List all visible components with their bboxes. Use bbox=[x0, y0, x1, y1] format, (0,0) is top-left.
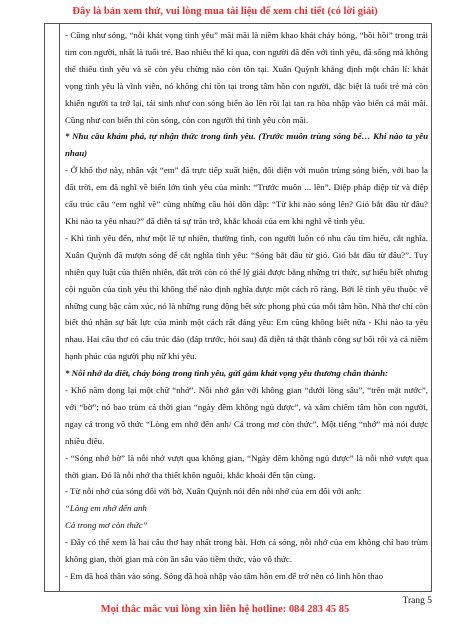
preview-notice: Đây là bản xem thử, vui lòng mua tài liệu để xem chi tiết (có lời giải) bbox=[72, 6, 378, 17]
section-heading: * Nhu cầu khám phá, tự nhận thức trong tình yêu. (Trước muôn trùng sóng bể… Khi nào ta yêu nhau) bbox=[65, 131, 428, 159]
section-heading: * Nỗi nhớ da diết, cháy bỏng trong tình yêu, gửi gắm khát vọng yêu thương chân thành: bbox=[65, 368, 389, 379]
page-number: Trang 5 bbox=[402, 596, 432, 606]
paragraph: - Cũng như sóng, “nỗi khát vọng tình yêu” mãi mãi là niềm khao khát cháy bỏng, “bồi hồi” trong trái tim con người, nhất là tuổi trẻ. Bao nhiêu thế kỉ qua, con người đã đến với tình yêu, đã sống mà không thể thiếu tình yêu và sẽ còn yêu chừng nào còn tồn tại. Xuân Quỳnh khẳng định một chân lí: khát vọng tình yêu là vĩnh viễn, nó không chỉ tồn tại trong tâm hồn con người, đặc biệt là tuổi trẻ mà còn khiến người ta trở lại, tái sinh như con sóng biển ào lên rồi lại tan ra hòa nhập vào biển cả mãi mãi. Cũng như con biển thì còn sóng, còn con người thì tình yêu còn mãi. bbox=[65, 30, 428, 125]
paragraph: - Ở khổ thơ này, nhân vật “em” đã trực tiếp xuất hiện, đối diện với muôn trùng sóng biển, với bao la đất trời, em đã nghĩ về biển lớn tình yêu của mình: “Trước muôn ... lên”. Điệp pháp điệp từ và điệp cấu trúc câu “em nghĩ về” cùng những câu hỏi dồn dập: “Từ khi nào sóng lên? Gió bắt đầu từ đâu? Khi nào ta yêu nhau?” đã diễn tả sự trăn trở, khắc khoải của em khi nghĩ về tình yêu. bbox=[65, 165, 428, 226]
document-frame bbox=[44, 23, 432, 592]
hotline-notice: Mọi thắc mắc vui lòng xin liên hệ hotline: 084 283 45 85 bbox=[100, 604, 350, 615]
paragraph: - “Sóng nhớ bờ” là nỗi nhớ vượt qua không gian, “Ngày đêm không ngủ được” là nỗi nhớ vượt qua thời gian. Đó là nỗi nhớ tha thiết khôn nguôi, khắc khoải đến tận cùng. bbox=[65, 452, 428, 480]
quote-line: Cả trong mơ còn thức” bbox=[65, 520, 148, 531]
paragraph: - Em đã hoá thân vào sóng. Sóng đã hoà nhập vào tâm hồn em để trở nên có linh hồn thao bbox=[65, 571, 384, 581]
paragraph: - Từ nỗi nhớ của sóng đối với bờ, Xuân Quỳnh nói đến nỗi nhớ của em đối với anh: bbox=[65, 486, 362, 497]
document-body bbox=[65, 27, 428, 585]
paragraph: - Đây có thể xem là hai câu thơ hay nhất trong bài. Hơn cả sóng, nỗi nhớ của em không chỉ bao trùm không gian, thời gian mà còn ăn sâu vào tiềm thức, vào vô thức. bbox=[65, 537, 428, 565]
paragraph: - Khi tình yêu đến, như một lẽ tự nhiên, thường tình, con người luôn có nhu cầu tìm hiểu, cắt nghĩa. Xuân Quỳnh đã mượn sóng để cắt nghĩa tình yêu: “Sóng bắt đầu từ gió. Gió bắt đầu từ đâu?”. Tuy nhiên quy luật của thiên nhiên, đất trời còn có thể lý giải được bằng những tri thức, sự hiểu biết nhưng cội nguồn của tình yêu thì không thể nào định nghĩa được một cách rõ ràng. Bởi lẽ tình yêu thuộc về những cung bậc cảm xúc, nó là những rung động bết sức phong phú của mỗi tâm hồn. Nhà thơ chỉ còn biết thú nhận sự bất lực của mình một cách rất đáng yêu: Em cũng không biết nữa - Khi nào ta yêu nhau. Hai câu thơ có cấu trúc đảo (đáp trước, hỏi sau) đã diễn tả thật thành công sự bối rối và cả niềm hạnh phúc của người phụ nữ khi yêu. bbox=[65, 232, 428, 362]
quote-line: “Lòng em nhớ đến anh bbox=[65, 503, 147, 514]
paragraph: - Khổ năm đọng lại một chữ “nhớ”. Nỗi nhớ gắn với không gian “dưới lòng sâu”, “trên mặt nước”, với “bờ”; nó bao trùm cả thời gian “ngày đêm không ngủ được”, và xâm chiếm tâm hồn con người, ngay cả trong vô thức “Lòng em nhớ đến anh/ Cả trong mơ còn thức”. Một tiếng “nhớ” mà nói được nhiều điều. bbox=[65, 385, 428, 446]
column-divider bbox=[59, 24, 60, 591]
